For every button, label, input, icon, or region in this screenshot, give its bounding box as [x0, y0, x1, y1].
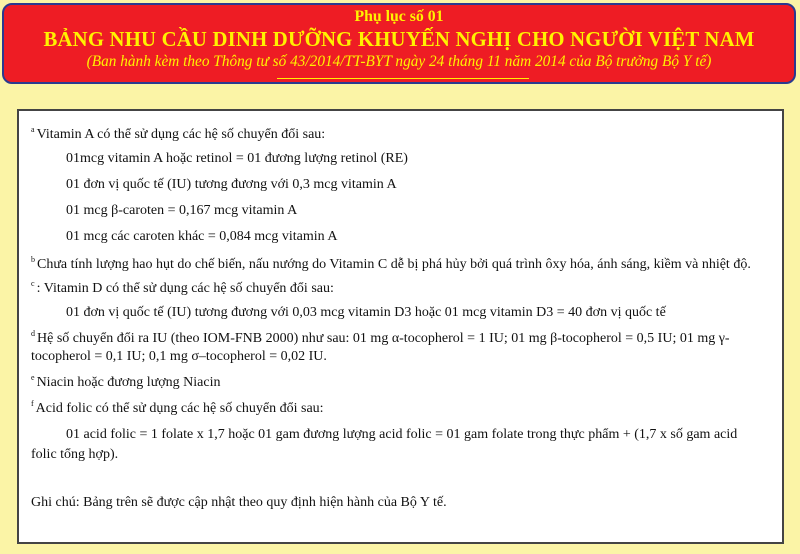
- header-banner: [2, 3, 796, 84]
- footer-note: Ghi chú: Bảng trên sẽ được cập nhật theo quy định hiện hành của Bộ Y tế.: [31, 495, 447, 510]
- page-subtitle: (Ban hành kèm theo Thông tư số 43/2014/TT-BYT ngày 24 tháng 11 năm 2014 của Bộ trưởng Bộ Y tế): [86, 53, 712, 70]
- notes-panel: [17, 109, 784, 544]
- note-a-intro: $^a$ Vitamin A có thể sử dụng các hệ số chuyển đổi sau:: [31, 125, 326, 142]
- note-f-marker: f: [31, 399, 34, 408]
- note-c-item: 01 đơn vị quốc tế (IU) tương đương với 0,03 mcg vitamin D3 hoặc 01 mcg vitamin D3 = 40 đơn vị quốc tế: [66, 305, 666, 320]
- note-e-marker: e: [31, 373, 35, 382]
- note-c-intro: $^c$ : Vitamin D có thể sử dụng các hệ số chuyển đổi sau:: [31, 279, 334, 296]
- appendix-label: Phụ lục số 01: [354, 8, 444, 25]
- note-e: $^e$ Niacin hoặc đương lượng Niacin: [31, 373, 221, 390]
- page-title: BẢNG NHU CẦU DINH DƯỠNG KHUYẾN NGHỊ CHO NGƯỜI VIỆT NAM: [43, 27, 755, 51]
- note-d-line1: $^d$ Hệ số chuyển đổi ra IU (theo IOM-FNB 2000) như sau: 01 mg α-tocopherol = 1 IU; 01 mg β-tocopherol = 0,5 IU; 01 mg γ-: [31, 329, 730, 346]
- note-a-item: 01 mcg β-caroten = 0,167 mcg vitamin A: [66, 203, 298, 218]
- note-d-marker: d: [31, 329, 35, 338]
- note-a-item: 01 mcg các caroten khác = 0,084 mcg vitamin A: [66, 229, 338, 244]
- note-f-line1: 01 acid folic = 1 folate x 1,7 hoặc 01 gam đương lượng acid folic = 01 gam folate trong thực phẩm + (1,7 x số gam acid: [66, 427, 738, 442]
- note-b-marker: b: [31, 255, 35, 264]
- title-underline: [277, 78, 529, 79]
- note-a-item: 01 đơn vị quốc tế (IU) tương đương với 0,3 mcg vitamin A: [66, 177, 397, 192]
- note-d-line2: tocopherol = 0,1 IU; 0,1 mg σ–tocopherol = 0,02 IU.: [31, 349, 327, 364]
- note-c-marker: c: [31, 279, 35, 288]
- note-a-item: 01mcg vitamin A hoặc retinol = 01 đương lượng retinol (RE): [66, 151, 408, 166]
- note-a-marker: a: [31, 125, 35, 134]
- note-b: $^b$ Chưa tính lượng hao hụt do chế biến, nấu nướng do Vitamin C dễ bị phá hủy bởi quá trình ôxy hóa, ánh sáng, kiềm và nhiệt độ.: [31, 255, 751, 272]
- note-f-line2: folic tổng hợp).: [31, 447, 119, 462]
- note-f-intro: $^f$ Acid folic có thể sử dụng các hệ số chuyển đổi sau:: [31, 399, 324, 416]
